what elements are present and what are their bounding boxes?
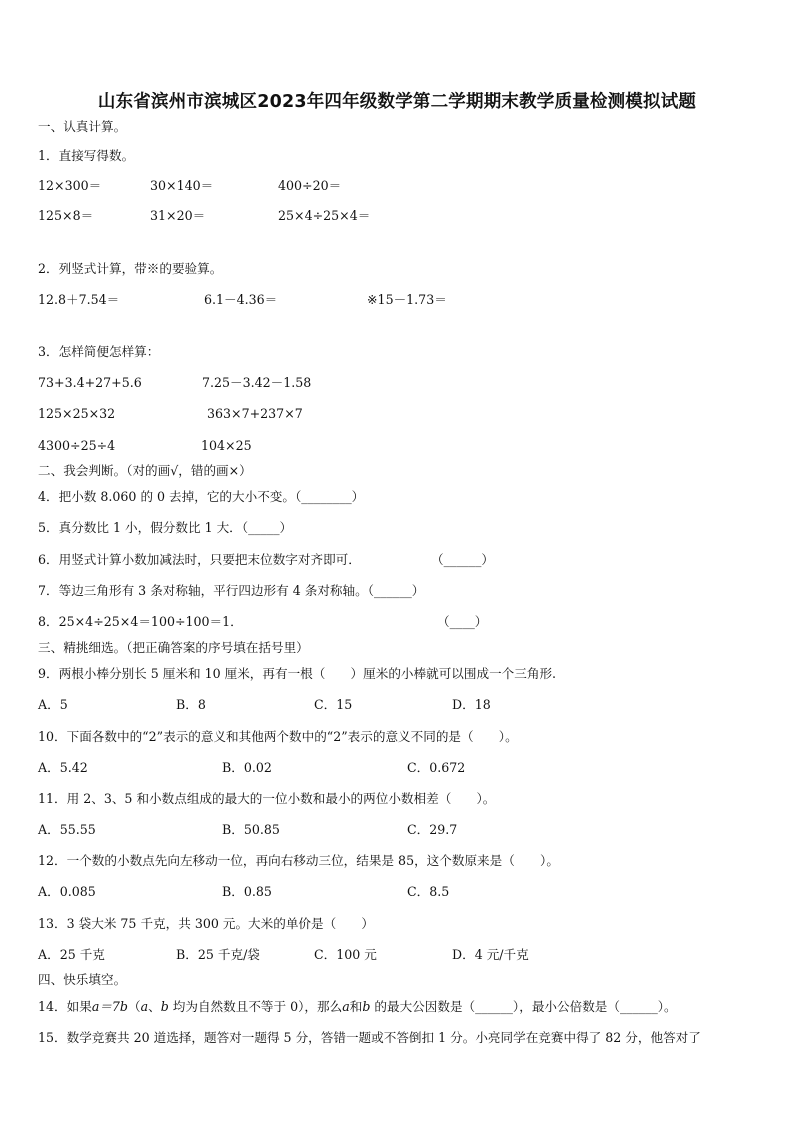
choice-stem: 11．用 2、3、5 和小数点组成的最大的一位小数和最小的两位小数相差（ ）。 [38,791,496,806]
q2-prompt: 2．列竖式计算，带※的要验算。 [38,261,223,276]
q14-var: a [140,999,149,1014]
q1-item: 25×4÷25×4＝ [278,208,371,223]
choice-stem: 10．下面各数中的“2”表示的意义和其他两个数中的“2”表示的意义不同的是（ ）。 [38,729,518,744]
q2-item: 12.8＋7.54＝ [38,292,120,307]
choice-option: C．0.672 [407,760,466,775]
judge-item: 6．用竖式计算小数加减法时，只要把末位数字对齐即可． [38,552,361,567]
judge-item: 8．25×4÷25×4＝100÷100＝1． [38,614,243,629]
q3-item: 125×25×32 [38,406,116,421]
answer-blank: （______） [431,552,494,567]
choice-option: D．18 [452,697,491,712]
choice-option: A．55.55 [38,822,96,837]
q14 [38,999,677,1015]
choice-option: B．25 千克/袋 [176,947,260,962]
q1-item: 400÷20＝ [278,178,342,193]
q14-text: 、 [148,999,161,1014]
choice-option: D．4 元/千克 [452,947,529,962]
judge-item: 7．等边三角形有 3 条对称轴，平行四边形有 4 条对称轴。（______） [38,583,425,598]
q1-item: 125×8＝ [38,208,94,223]
judge-item: 5．真分数比 1 小，假分数比 1 大．（_____） [38,520,293,535]
choice-option: C．29.7 [407,822,458,837]
choice-option: C．8.5 [407,884,450,899]
q1-item: 12×300＝ [38,178,102,193]
choice-stem: 12．一个数的小数点先向左移动一位，再向右移动三位，结果是 85，这个数原来是（ ）。 [38,853,559,868]
choice-option: B．0.02 [222,760,272,775]
choice-option: A．25 千克 [38,947,105,962]
section-1-heading: 一、认真计算。 [38,119,127,134]
q14-text: 和 [349,999,363,1014]
q14-var: b [362,999,371,1014]
choice-option: B．50.85 [222,822,280,837]
choice-stem: 13．3 袋大米 75 千克，共 300 元。大米的单价是（ ） [38,916,374,931]
choice-option: B．8 [176,697,206,712]
choice-option: A．0.085 [38,884,96,899]
page-title: 山东省滨州市滨城区2023年四年级数学第二学期期末教学质量检测模拟试题 [97,92,697,112]
q2-item: 6.1－4.36＝ [204,292,278,307]
choice-stem: 9．两根小棒分别长 5 厘米和 10 厘米，再有一根（ ）厘米的小棒就可以围成一个三角形. [38,666,557,681]
choice-option: A．5 [38,697,68,712]
q3-item: 7.25－3.42－1.58 [202,375,312,390]
q3-item: 104×25 [201,438,252,453]
q1-item: 30×140＝ [150,178,214,193]
q14-var: b [160,999,169,1014]
choice-option: A．5.42 [38,760,88,775]
q14-text: 的最大公因数是（______），最小公倍数是（______）。 [370,999,677,1014]
section-2-heading: 二、我会判断。（对的画√，错的画×） [38,463,252,478]
answer-blank: （____） [437,614,488,629]
judge-item: 4．把小数 8.060 的 0 去掉，它的大小不变。（________） [38,489,365,504]
q3-item: 363×7+237×7 [207,406,303,421]
q3-item: 4300÷25÷4 [38,438,116,453]
q14-prefix: 14．如果 [38,999,92,1014]
section-4-heading: 四、快乐填空。 [38,972,127,987]
q1-prompt: 1．直接写得数。 [38,148,135,163]
choice-option: C．15 [314,697,353,712]
q3-prompt: 3．怎样简便怎样算： [38,344,160,359]
q14-var: a [342,999,350,1014]
q14-text: 均为自然数且不等于 0），那么 [168,999,343,1014]
q15: 15．数学竞赛共 20 道选择，题答对一题得 5 分，答错一题或不答倒扣 1 分。小亮同学在竞赛中得了 82 分，他答对了 [38,1030,701,1045]
q14-equation: a＝7b [91,999,128,1014]
q2-item: ※15－1.73＝ [367,292,447,307]
q14-text: （ [128,999,141,1014]
section-3-heading: 三、精挑细选。（把正确答案的序号填在括号里） [38,640,309,655]
choice-option: C．100 元 [314,947,377,962]
q1-item: 31×20＝ [150,208,206,223]
choice-option: B．0.85 [222,884,272,899]
q3-item: 73+3.4+27+5.6 [38,375,142,390]
